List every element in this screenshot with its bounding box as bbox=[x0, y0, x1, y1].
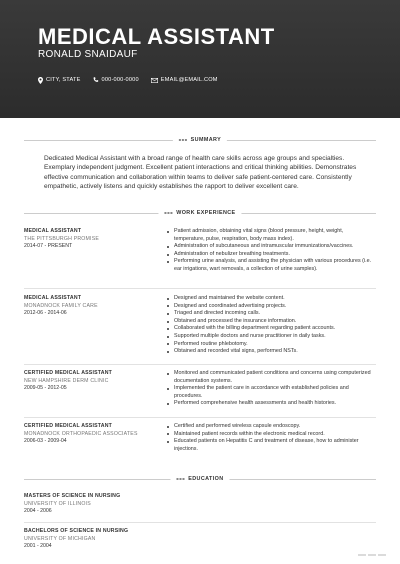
job-dates: 2012-06 - 2014-06 bbox=[24, 310, 67, 316]
experience-heading-label: WORK EXPERIENCE bbox=[176, 210, 236, 216]
job-duty: Performed comprehensive health assessments and health histories. bbox=[166, 400, 372, 408]
job-duty: Patient admission, obtaining vital signs (blood pressure, height, weight, temperature, pulse, respiration, body mass index). bbox=[166, 228, 372, 243]
job-duty: Implemented the patient care in accordance with established policies and procedures. bbox=[166, 385, 372, 400]
degree-name: MASTERS OF SCIENCE IN NURSING bbox=[24, 493, 121, 499]
job-duty: Performing urine analysis, and assisting the physician with various procedures (i.e. ear irrigations, wart removals, a collection of urine samples). bbox=[166, 258, 372, 273]
contact-bar bbox=[38, 74, 218, 86]
job-dates: 2006-03 - 2009-04 bbox=[24, 438, 67, 444]
degree-name: BACHELORS OF SCIENCE IN NURSING bbox=[24, 528, 129, 534]
job-duty: Administration of nebulizer breathing treatments. bbox=[166, 251, 372, 259]
resume-header bbox=[0, 0, 400, 118]
envelope-icon bbox=[151, 78, 158, 83]
summary-heading-label: SUMMARY bbox=[190, 137, 222, 143]
entry-divider bbox=[24, 522, 376, 523]
summary-text: Dedicated Medical Assistant with a broad range of health care skills across age groups and specialties. Exemplary independent judgment. Excellent patient interactions and critical thinking abilities. Demonstrates effective communication and collaboration within teams to deliver safe patient-centered care. Consistently empathetic, actively listens and quickly establishes the rapport to deliver excellent care. bbox=[44, 155, 357, 191]
job-title: MEDICAL ASSISTANT bbox=[24, 228, 82, 234]
job-duties bbox=[166, 295, 372, 356]
school-name: UNIVERSITY OF MICHIGAN bbox=[24, 535, 96, 542]
section-dots-icon bbox=[179, 139, 187, 141]
job-company: NEW HAMPSHIRE DERM CLINIC bbox=[24, 377, 109, 384]
job-duties bbox=[166, 228, 372, 274]
job-duty: Designed and coordinated advertising projects. bbox=[166, 303, 372, 311]
job-duty: Supported multiple doctors and nurse practitioner in daily tasks. bbox=[166, 333, 372, 341]
job-company: MONADNOCK FAMILY CARE bbox=[24, 302, 98, 309]
job-duty: Monitored and communicated patient conditions and concerns using computerized documentation systems. bbox=[166, 370, 372, 385]
job-duty: Triaged and directed incoming calls. bbox=[166, 310, 372, 318]
contact-location-text: CITY, STATE bbox=[46, 77, 81, 83]
education-entry bbox=[24, 493, 324, 516]
job-duty: Maintained patient records within the electronic medical record. bbox=[166, 431, 372, 439]
contact-phone bbox=[93, 77, 139, 83]
location-pin-icon bbox=[38, 77, 43, 84]
job-duty: Certified and performed wireless capsule endoscopy. bbox=[166, 423, 372, 431]
job-dates: 2014-07 - PRESENT bbox=[24, 243, 73, 249]
resume-title: MEDICAL ASSISTANT bbox=[38, 24, 275, 49]
entry-divider bbox=[24, 288, 376, 289]
school-name: UNIVERSITY OF ILLINOIS bbox=[24, 500, 91, 507]
contact-email-text[interactable]: EMAIL@EMAIL.COM bbox=[160, 77, 218, 83]
job-title: CERTIFIED MEDICAL ASSISTANT bbox=[24, 370, 113, 376]
job-duty: Performed routine phlebotomy. bbox=[166, 341, 372, 349]
job-company: MONADNOCK ORTHOPAEDIC ASSOCIATES bbox=[24, 430, 138, 437]
education-entry bbox=[24, 528, 324, 551]
job-duties bbox=[166, 423, 372, 453]
contact-location bbox=[38, 77, 81, 84]
job-dates: 2009-05 - 2012-05 bbox=[24, 385, 67, 391]
summary-heading bbox=[24, 135, 376, 145]
education-heading bbox=[24, 474, 376, 484]
experience-heading bbox=[24, 208, 376, 218]
job-title: CERTIFIED MEDICAL ASSISTANT bbox=[24, 423, 113, 429]
job-company: THE PITTSBURGH PROMISE bbox=[24, 235, 100, 242]
job-duty: Administration of subcutaneous and intramuscular immunizations/vaccines. bbox=[166, 243, 372, 251]
job-duty: Educated patients on Hepatitis C and treatment of disease, how to administer injections. bbox=[166, 438, 372, 453]
education-dates: 2004 - 2006 bbox=[24, 508, 52, 514]
phone-icon bbox=[93, 77, 99, 83]
footer-watermark bbox=[358, 552, 386, 558]
contact-email bbox=[151, 77, 218, 83]
job-duty: Obtained and processed the insurance information. bbox=[166, 318, 372, 326]
section-dots-icon bbox=[164, 212, 172, 214]
job-duty: Designed and maintained the website content. bbox=[166, 295, 372, 303]
education-dates: 2001 - 2004 bbox=[24, 543, 52, 549]
entry-divider bbox=[24, 417, 376, 418]
candidate-name: RONALD SNAIDAUF bbox=[38, 49, 138, 60]
entry-divider bbox=[24, 364, 376, 365]
education-heading-label: EDUCATION bbox=[188, 476, 224, 482]
job-duty: Collaborated with the billing department regarding patient accounts. bbox=[166, 325, 372, 333]
job-duty: Obtained and recorded vital signs, performed NSTs. bbox=[166, 348, 372, 356]
contact-phone-text[interactable]: 000-000-0000 bbox=[101, 77, 139, 83]
job-duties bbox=[166, 370, 372, 408]
section-dots-icon bbox=[176, 478, 184, 480]
job-title: MEDICAL ASSISTANT bbox=[24, 295, 82, 301]
